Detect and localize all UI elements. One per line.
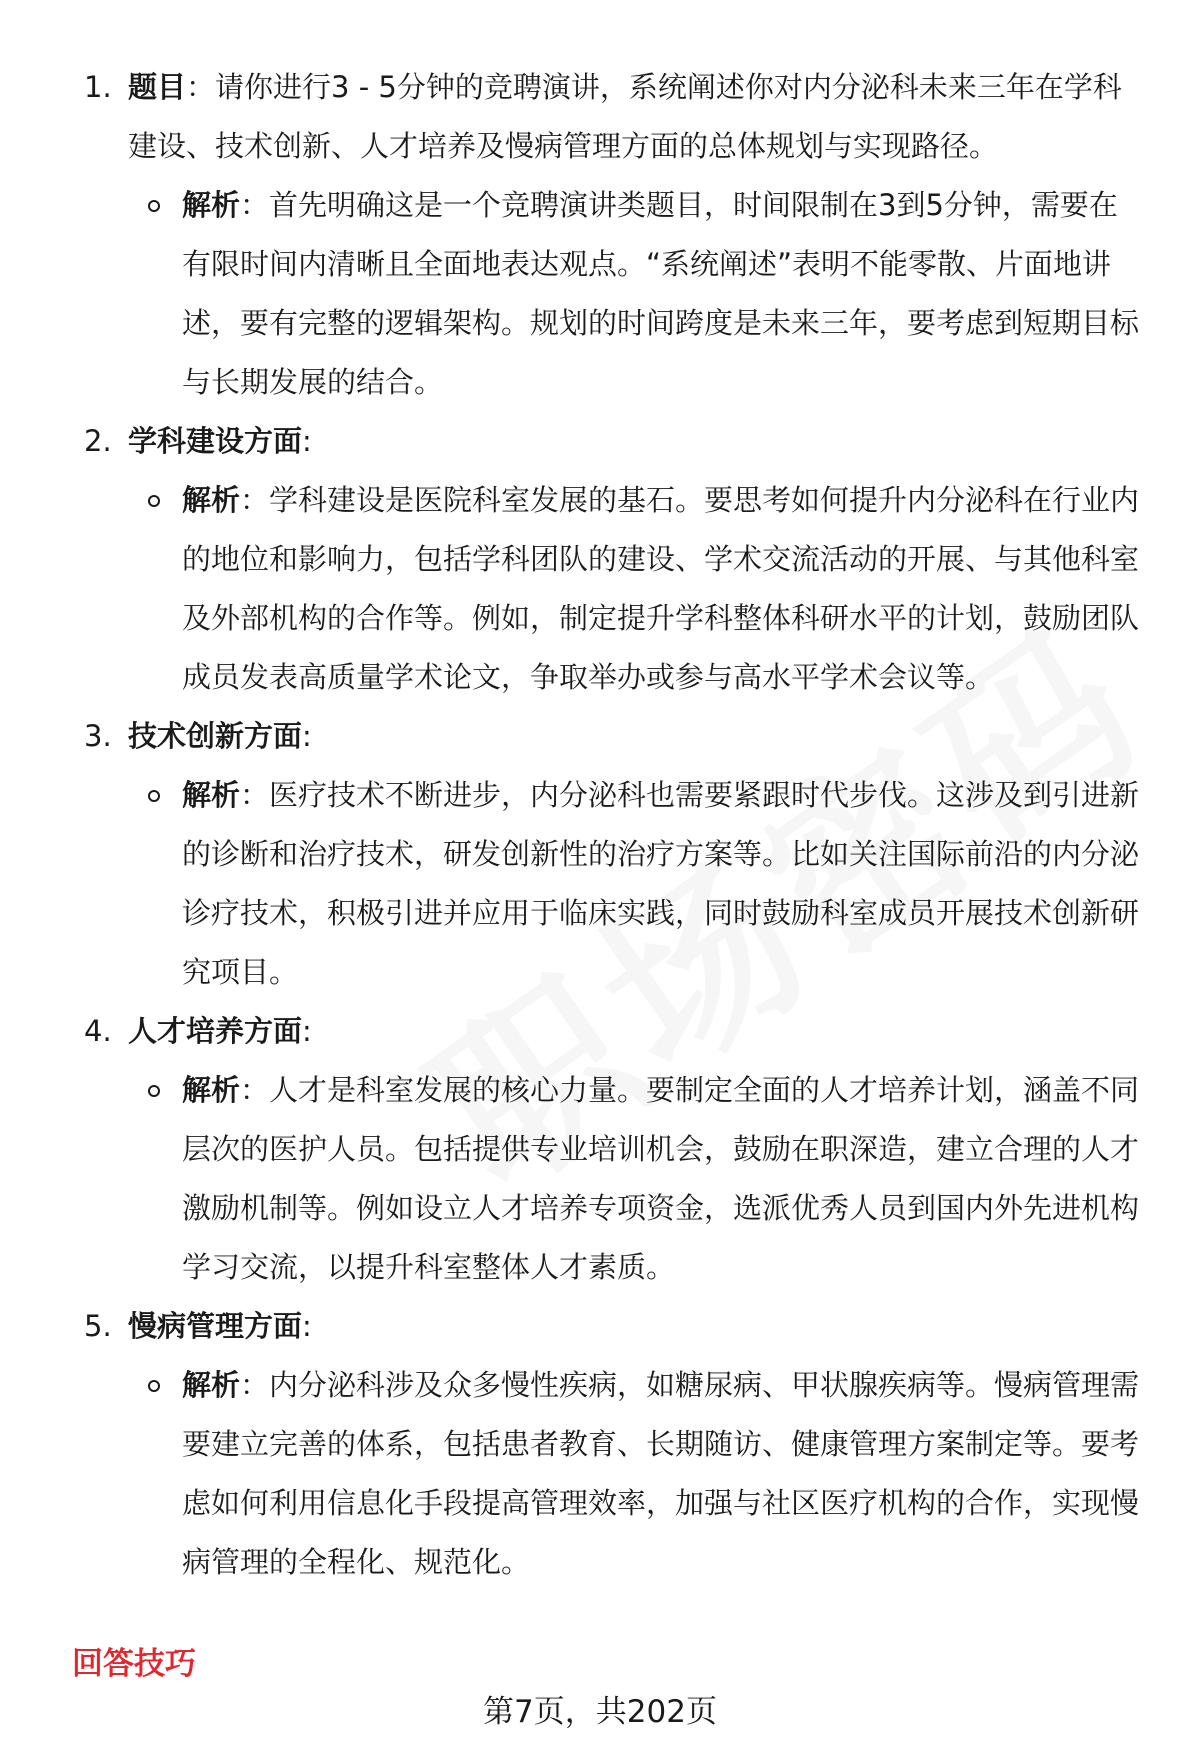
analysis-label: 解析 <box>182 188 241 222</box>
analysis-item-5 <box>0 1356 1200 1592</box>
analysis-item-4 <box>0 1061 1200 1297</box>
analysis-item-1 <box>0 176 1200 412</box>
item-number: 1. <box>84 70 112 104</box>
item-colon: : <box>302 719 312 753</box>
item-title: 人才培养方面 <box>128 1014 303 1048</box>
list-item-4 <box>0 1002 1200 1061</box>
circle-bullet-icon <box>148 200 160 212</box>
analysis-colon: ： <box>240 188 270 222</box>
list-item-1 <box>0 58 1200 176</box>
tips-heading: 回答技巧 <box>72 1646 196 1682</box>
analysis-item-3 <box>0 766 1200 1002</box>
analysis-item-2 <box>0 471 1200 707</box>
circle-bullet-icon <box>148 495 160 507</box>
list-item-5 <box>0 1297 1200 1356</box>
item-title: 慢病管理方面 <box>128 1309 303 1343</box>
analysis-colon: ： <box>240 1368 270 1402</box>
analysis-colon: ： <box>240 1073 270 1107</box>
item-colon: : <box>302 424 312 458</box>
item-colon: ： <box>186 70 216 104</box>
analysis-label: 解析 <box>182 1073 241 1107</box>
item-colon: : <box>302 1014 312 1048</box>
item-title: 技术创新方面 <box>128 719 303 753</box>
circle-bullet-icon <box>148 1380 160 1392</box>
item-colon: : <box>302 1309 312 1343</box>
page-number-footer: 第7页，共202页 <box>483 1694 717 1730</box>
analysis-label: 解析 <box>182 1368 241 1402</box>
list-item-2 <box>0 412 1200 471</box>
list-item-3 <box>0 707 1200 766</box>
analysis-text: 人才是科室发展的核心力量。要制定全面的人才培养计划，涵盖不同层次的医护人员。包括提供专业培训机会，鼓励在职深造，建立合理的人才激励机制等。例如设立人才培养专项资金，选派优秀人员到国内外先进机构学习交流，以提升科室整体人才素质。 <box>182 1073 1140 1284</box>
circle-bullet-icon <box>148 1085 160 1097</box>
item-number: 2. <box>84 424 112 458</box>
analysis-colon: ： <box>240 778 270 812</box>
analysis-label: 解析 <box>182 778 241 812</box>
analysis-text: 内分泌科涉及众多慢性疾病，如糖尿病、甲状腺疾病等。慢病管理需要建立完善的体系，包括患者教育、长期随访、健康管理方案制定等。要考虑如何利用信息化手段提高管理效率，加强与社区医疗机构的合作，实现慢病管理的全程化、规范化。 <box>182 1368 1140 1579</box>
item-number: 3. <box>84 719 112 753</box>
item-number: 5. <box>84 1309 112 1343</box>
analysis-text: 学科建设是医院科室发展的基石。要思考如何提升内分泌科在行业内的地位和影响力，包括学科团队的建设、学术交流活动的开展、与其他科室及外部机构的合作等。例如，制定提升学科整体科研水平的计划，鼓励团队成员发表高质量学术论文，争取举办或参与高水平学术会议等。 <box>182 483 1140 694</box>
analysis-text: 首先明确这是一个竞聘演讲类题目，时间限制在3到5分钟，需要在有限时间内清晰且全面地表达观点。“系统阐述”表明不能零散、片面地讲述，要有完整的逻辑架构。规划的时间跨度是未来三年，要考虑到短期目标与长期发展的结合。 <box>182 188 1140 399</box>
item-text: 请你进行3 - 5分钟的竞聘演讲，系统阐述你对内分泌科未来三年在学科建设、技术创新、人才培养及慢病管理方面的总体规划与实现路径。 <box>128 70 1122 163</box>
circle-bullet-icon <box>148 790 160 802</box>
analysis-text: 医疗技术不断进步，内分泌科也需要紧跟时代步伐。这涉及到引进新的诊断和治疗技术，研发创新性的治疗方案等。比如关注国际前沿的内分泌诊疗技术，积极引进并应用于临床实践，同时鼓励科室成员开展技术创新研究项目。 <box>182 778 1140 989</box>
analysis-label: 解析 <box>182 483 241 517</box>
item-title: 题目 <box>128 70 187 104</box>
item-title: 学科建设方面 <box>128 424 303 458</box>
question-list <box>0 58 1200 1592</box>
item-number: 4. <box>84 1014 112 1048</box>
analysis-colon: ： <box>240 483 270 517</box>
